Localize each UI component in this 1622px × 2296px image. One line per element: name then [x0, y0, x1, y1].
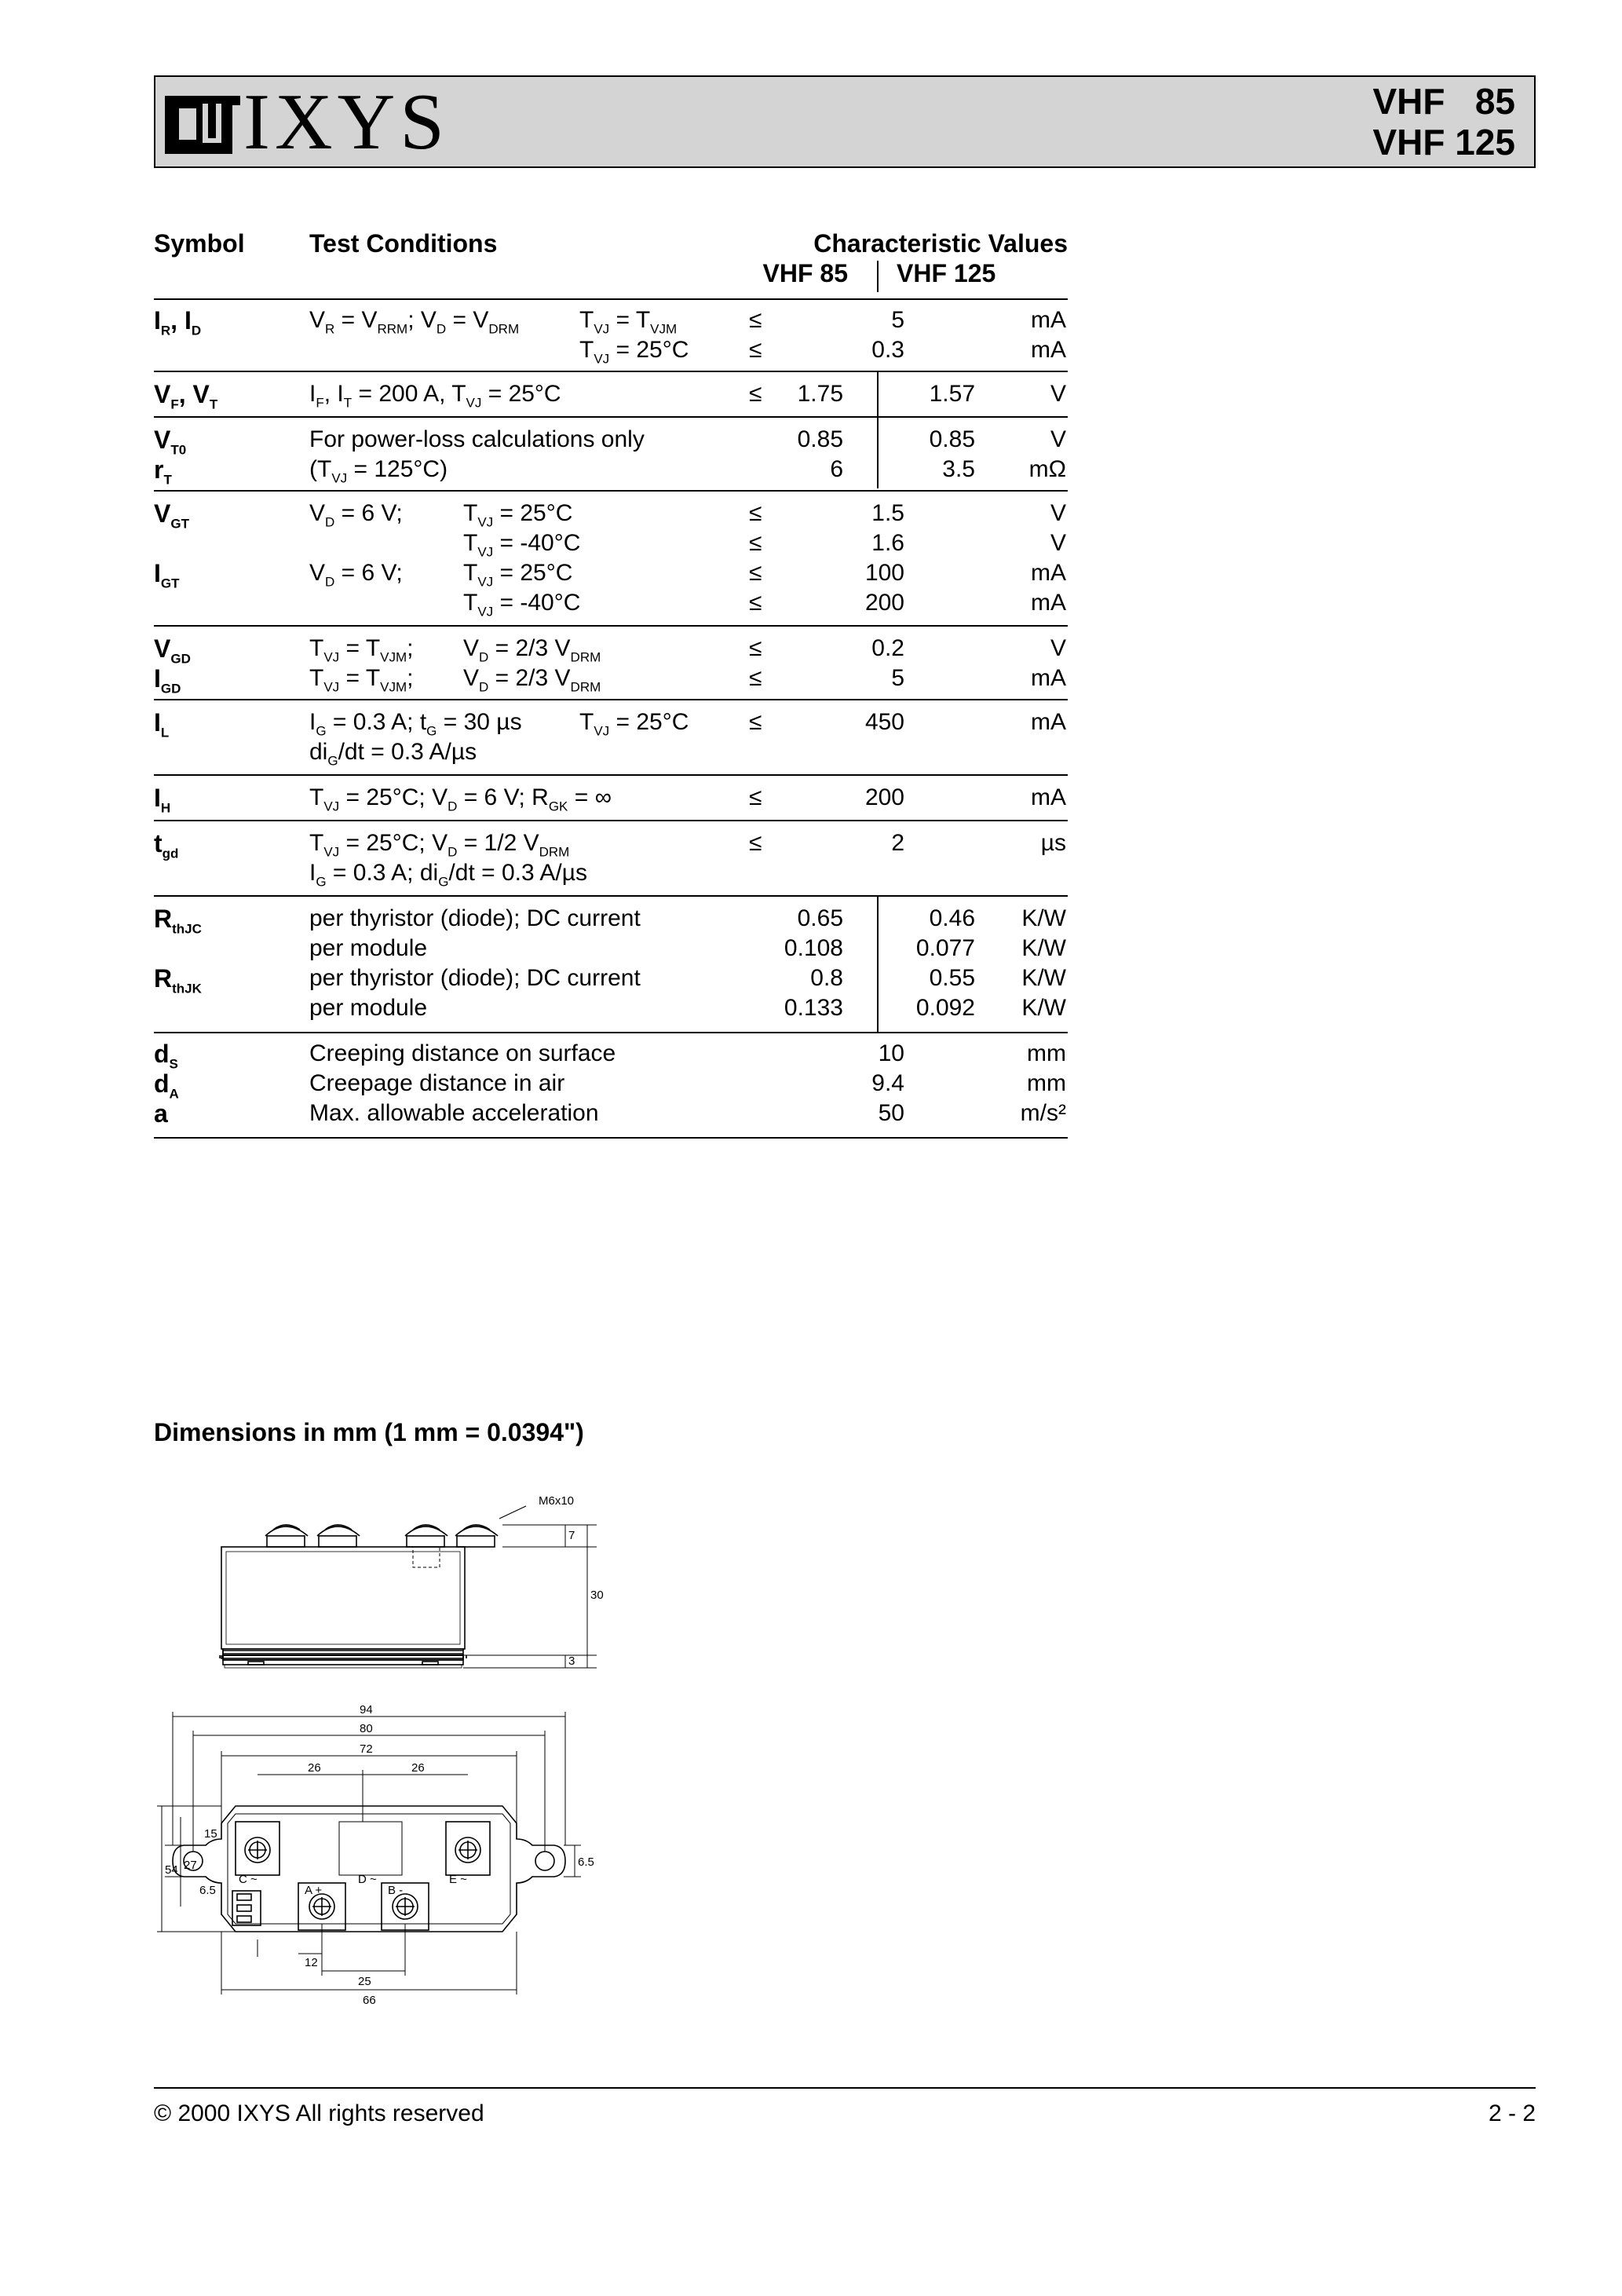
top-view	[173, 1806, 565, 1932]
part-number-2: VHF 125	[1372, 122, 1515, 163]
value-rth-vhf125: 0.46	[929, 905, 975, 931]
value-igd: 5	[891, 665, 904, 691]
page-number: 2 - 2	[1488, 2100, 1536, 2126]
symbol-igd: $I_{GD}$	[154, 664, 181, 696]
module-dimension-drawing	[157, 1476, 628, 2057]
value-ds: 10	[878, 1040, 904, 1066]
condition-vgd-tvj: $T_{VJ} = T_{VJM}$;	[309, 635, 414, 665]
condition-rth-3: per thyristor (diode); DC current	[309, 965, 641, 991]
value-vgt-2: 1.6	[871, 530, 904, 556]
condition-da: Creepage distance in air	[309, 1070, 565, 1096]
label-15: 15	[204, 1827, 217, 1841]
label-72: 72	[360, 1742, 373, 1756]
table-rule	[154, 490, 1068, 492]
le-sign: ≤	[749, 500, 762, 526]
condition-rt: $(T_{VJ} = 125^\circ C)$	[309, 456, 448, 486]
condition-vgd-vd: $V_D = 2/3$ $V_{DRM}$	[463, 635, 601, 665]
screw-head-icon	[309, 1894, 334, 1919]
value-rth-vhf85: 0.133	[784, 995, 843, 1021]
brand-logo-text: IXYS	[243, 78, 450, 166]
unit-il: mA	[1031, 709, 1066, 735]
table-rule	[154, 416, 1068, 418]
value-rth-vhf125: 0.092	[915, 995, 975, 1021]
condition-vgt-tvj-2: $T_{VJ} = -40^\circ C$	[463, 530, 581, 560]
label-term-b: B -	[388, 1884, 404, 1897]
label-66: 66	[363, 1994, 376, 2007]
le-sign: ≤	[749, 560, 762, 586]
terminal-screw-icon	[405, 1525, 448, 1547]
unit-rth: K/W	[1021, 965, 1066, 991]
col-symbol-header: Symbol	[154, 229, 245, 258]
unit-igt-1: mA	[1031, 560, 1066, 586]
copyright: © 2000 IXYS All rights reserved	[154, 2100, 484, 2126]
value-ih: 200	[864, 784, 904, 810]
unit-vgd: V	[1050, 635, 1066, 661]
symbol-ir-id: $I_R$, $I_D$	[154, 306, 202, 338]
le-sign: ≤	[749, 381, 762, 407]
value-igt-1: 100	[864, 560, 904, 586]
unit-ih: mA	[1031, 784, 1066, 810]
condition-ir-1: $V_R = V_{RRM}$; $V_D = V_{DRM}$	[309, 307, 520, 337]
condition-igt-tvj-2: $T_{VJ} = -40^\circ C$	[463, 590, 581, 620]
value-vgd: 0.2	[871, 635, 904, 661]
value-il: 450	[864, 709, 904, 735]
label-54: 54	[165, 1863, 178, 1877]
table-rule	[154, 298, 1068, 300]
col-values-header: Characteristic Values	[813, 229, 1068, 258]
table-rule	[154, 371, 1068, 372]
table-rule	[154, 625, 1068, 627]
column-divider	[877, 897, 879, 1032]
label-27: 27	[184, 1859, 197, 1872]
le-sign: ≤	[749, 665, 762, 691]
symbol-vgt: $V_{GT}$	[154, 499, 189, 532]
condition-ir-tvj-1: $T_{VJ} = T_{VJM}$	[579, 307, 678, 337]
condition-igd-vd: $V_D = 2/3$ $V_{DRM}$	[463, 665, 601, 695]
column-divider	[877, 418, 879, 488]
condition-ir-tvj-2: $T_{VJ} = 25^\circ C$	[579, 337, 689, 367]
table-rule	[154, 1032, 1068, 1033]
symbol-rthjc: $R_{thJC}$	[154, 905, 202, 937]
table-rule	[154, 774, 1068, 776]
label-3: 3	[568, 1654, 575, 1668]
unit-rth: K/W	[1021, 935, 1066, 961]
symbol-vf-vt: $V_F$, $V_T$	[154, 380, 218, 412]
le-sign: ≤	[749, 307, 762, 333]
symbol-igt: $I_{GT}$	[154, 559, 180, 591]
label-term-e: E ~	[449, 1873, 467, 1886]
unit-ds: mm	[1027, 1040, 1066, 1066]
value-ir-1: 5	[891, 307, 904, 333]
label-screw: M6x10	[539, 1494, 575, 1508]
label-6-5b: 6.5	[578, 1855, 594, 1869]
table-rule	[154, 699, 1068, 700]
table-rule	[154, 1137, 1068, 1139]
unit-da: mm	[1027, 1070, 1066, 1096]
page-header	[154, 75, 1536, 168]
label-94: 94	[360, 1703, 373, 1717]
symbol-vt0: $V_{T0}$	[154, 426, 187, 458]
unit-vgt-2: V	[1050, 530, 1066, 556]
condition-igt: $V_D = 6$ V;	[309, 560, 403, 590]
unit-vgt-1: V	[1050, 500, 1066, 526]
unit-rth: K/W	[1021, 905, 1066, 931]
column-divider	[877, 372, 879, 416]
screw-head-icon	[245, 1837, 270, 1863]
unit-rth: K/W	[1021, 995, 1066, 1021]
screw-head-icon	[393, 1894, 418, 1919]
value-tgd: 2	[891, 830, 904, 856]
value-rth-vhf85: 0.108	[784, 935, 843, 961]
unit-igt-2: mA	[1031, 590, 1066, 616]
label-6-5a: 6.5	[199, 1884, 216, 1897]
label-30: 30	[590, 1589, 604, 1602]
value-vt0-vhf125: 0.85	[929, 426, 975, 452]
condition-vf: $I_F$, $I_T = 200$ A, $T_{VJ} = 25^\circ C$	[309, 381, 561, 411]
label-7: 7	[568, 1529, 575, 1542]
label-80: 80	[360, 1722, 373, 1735]
terminal-screw-icon	[317, 1525, 360, 1547]
le-sign: ≤	[749, 590, 762, 616]
symbol-il: $I_L$	[154, 708, 170, 740]
ixys-logo-icon	[165, 90, 240, 155]
unit-igd: mA	[1031, 665, 1066, 691]
unit-tgd: µs	[1040, 830, 1066, 856]
value-rth-vhf85: 0.8	[810, 965, 843, 991]
value-rt-vhf125: 3.5	[942, 456, 975, 482]
table-rule	[154, 820, 1068, 821]
value-a: 50	[878, 1100, 904, 1126]
unit-rt: mΩ	[1028, 456, 1066, 482]
table-rule	[154, 895, 1068, 897]
condition-tgd-2: $I_G = 0.3$ A; $di_G/dt = 0.3$ A/µs	[309, 860, 587, 890]
le-sign: ≤	[749, 784, 762, 810]
symbol-ds: $d_S$	[154, 1040, 178, 1072]
value-rt-vhf85: 6	[830, 456, 843, 482]
terminal-screw-icon	[265, 1525, 308, 1547]
unit-vt0: V	[1050, 426, 1066, 452]
condition-igd-tvj: $T_{VJ} = T_{VJM}$;	[309, 665, 414, 695]
side-view	[220, 1506, 526, 1668]
label-term-c: C ~	[239, 1873, 258, 1886]
value-vf-vhf125: 1.57	[929, 381, 975, 407]
label-term-d: D ~	[358, 1873, 377, 1886]
condition-vgt-tvj-1: $T_{VJ} = 25^\circ C$	[463, 500, 573, 530]
condition-vt0: For power-loss calculations only	[309, 426, 645, 452]
value-vgt-1: 1.5	[871, 500, 904, 526]
column-divider	[877, 261, 879, 292]
col-vhf125-header: VHF 125	[897, 259, 996, 287]
dimensions-title: Dimensions in mm (1 mm = 0.0394")	[154, 1418, 584, 1446]
condition-tgd-1: $T_{VJ} = 25^\circ C$; $V_D = 1/2$ $V_{DRM}$	[309, 830, 570, 860]
label-25: 25	[358, 1975, 371, 1988]
condition-igt-tvj-1: $T_{VJ} = 25^\circ C$	[463, 560, 573, 590]
symbol-rthjk: $R_{thJK}$	[154, 964, 202, 996]
col-conditions-header: Test Conditions	[309, 229, 498, 258]
condition-a: Max. allowable acceleration	[309, 1100, 599, 1126]
symbol-a: a	[154, 1099, 168, 1128]
value-vf-vhf85: 1.75	[797, 381, 843, 407]
value-da: 9.4	[871, 1070, 904, 1096]
symbol-tgd: $t_{gd}$	[154, 829, 179, 861]
part-number-1: VHF 85	[1372, 81, 1515, 122]
value-vt0-vhf85: 0.85	[797, 426, 843, 452]
label-term-a: A +	[305, 1884, 323, 1897]
le-sign: ≤	[749, 635, 762, 661]
terminal-screw-icon	[455, 1525, 498, 1547]
condition-il-1: $I_G = 0.3$ A; $t_G = 30$ µs	[309, 709, 522, 739]
label-26a: 26	[308, 1761, 321, 1775]
condition-ih: $T_{VJ} = 25^\circ C$; $V_D = 6$ V; $R_{GK}$ = ∞	[309, 784, 612, 814]
condition-il-tvj: $T_{VJ} = 25^\circ C$	[579, 709, 689, 739]
condition-rth-2: per module	[309, 935, 428, 961]
label-12: 12	[305, 1956, 318, 1969]
value-rth-vhf85: 0.65	[797, 905, 843, 931]
screw-head-icon	[455, 1837, 480, 1863]
symbol-rt: $r_T$	[154, 455, 172, 488]
condition-vgt: $V_D = 6$ V;	[309, 500, 403, 530]
unit-vf: V	[1050, 381, 1066, 407]
unit-ir-1: mA	[1031, 307, 1066, 333]
label-26b: 26	[411, 1761, 425, 1775]
value-rth-vhf125: 0.55	[929, 965, 975, 991]
col-vhf85-header: VHF 85	[762, 259, 848, 287]
symbol-ih: $I_H$	[154, 784, 171, 816]
condition-ds: Creeping distance on surface	[309, 1040, 616, 1066]
symbol-vgd: $V_{GD}$	[154, 634, 191, 667]
le-sign: ≤	[749, 830, 762, 856]
le-sign: ≤	[749, 337, 762, 363]
le-sign: ≤	[749, 530, 762, 556]
value-ir-2: 0.3	[871, 337, 904, 363]
le-sign: ≤	[749, 709, 762, 735]
value-igt-2: 200	[864, 590, 904, 616]
unit-a: m/s²	[1020, 1100, 1066, 1126]
condition-rth-4: per module	[309, 995, 428, 1021]
condition-rth-1: per thyristor (diode); DC current	[309, 905, 641, 931]
unit-ir-2: mA	[1031, 337, 1066, 363]
symbol-da: $d_A$	[154, 1069, 179, 1102]
condition-il-2: $di_G/dt = 0.3$ A/µs	[309, 739, 477, 769]
value-rth-vhf125: 0.077	[915, 935, 975, 961]
footer-rule	[154, 2087, 1536, 2089]
